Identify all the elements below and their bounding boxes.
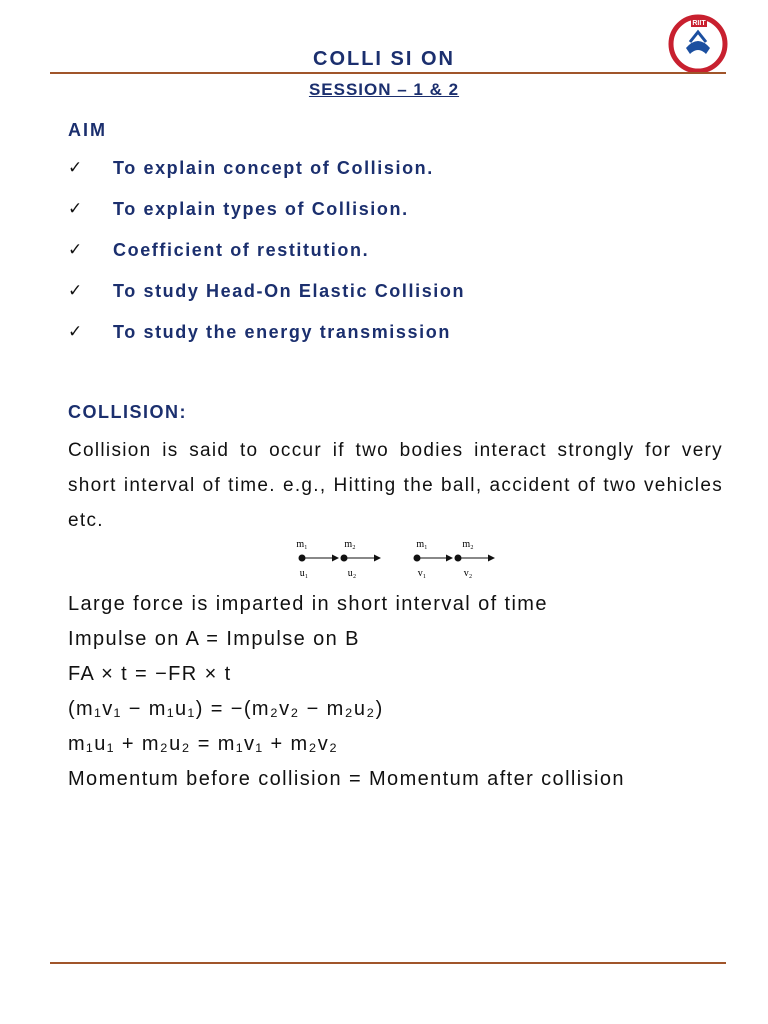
aim-item: ✓ To explain concept of Collision. bbox=[68, 158, 465, 199]
diagram-velocity: v₂ bbox=[463, 568, 473, 579]
check-icon: ✓ bbox=[68, 322, 84, 342]
diagram-velocity: v₁ bbox=[417, 568, 427, 579]
page-title: COLLI SI ON bbox=[313, 48, 455, 70]
collision-diagram bbox=[290, 534, 510, 584]
equation-line: Impulse on A = Impulse on B bbox=[68, 628, 360, 650]
diagram-velocity: u₁ bbox=[299, 568, 309, 579]
diagram-velocity: u₂ bbox=[347, 568, 357, 579]
equation-line: m₁u₁ + m₂u₂ = m₁v₁ + m₂v₂ bbox=[68, 733, 339, 755]
collision-heading: COLLISION: bbox=[68, 402, 187, 422]
equation-line: Momentum before collision = Momentum after collision bbox=[68, 768, 625, 790]
check-icon: ✓ bbox=[68, 240, 84, 260]
diagram-label: m₁ bbox=[296, 539, 308, 550]
check-icon: ✓ bbox=[68, 158, 84, 178]
diagram-label: m₁ bbox=[416, 539, 428, 550]
aim-heading: AIM bbox=[68, 120, 107, 140]
logo-text: RIIT bbox=[692, 20, 706, 27]
aim-item: ✓ To study the energy transmission bbox=[68, 322, 465, 363]
aim-item: ✓ To study Head-On Elastic Collision bbox=[68, 281, 465, 322]
diagram-label: m₂ bbox=[462, 539, 474, 550]
header-rule bbox=[50, 72, 726, 74]
check-icon: ✓ bbox=[68, 199, 84, 219]
collision-paragraph: Collision is said to occur if two bodies interact strongly for very short interval of time. e.g., Hitting the ball, accident of two vehicles etc. bbox=[68, 440, 723, 531]
equation-line: Large force is imparted in short interval of time bbox=[68, 593, 548, 615]
footer-rule bbox=[50, 962, 726, 964]
check-icon: ✓ bbox=[68, 281, 84, 301]
equation-line: (m₁v₁ − m₁u₁) = −(m₂v₂ − m₂u₂) bbox=[68, 698, 384, 720]
session-label: SESSION – 1 & 2 bbox=[308, 80, 460, 99]
aim-item: ✓ To explain types of Collision. bbox=[68, 199, 465, 240]
equations-block bbox=[68, 587, 625, 797]
equation-line: FA × t = −FR × t bbox=[68, 663, 232, 685]
aim-item: ✓ Coefficient of restitution. bbox=[68, 240, 465, 281]
aim-list bbox=[68, 158, 465, 363]
diagram-label: m₂ bbox=[344, 539, 356, 550]
